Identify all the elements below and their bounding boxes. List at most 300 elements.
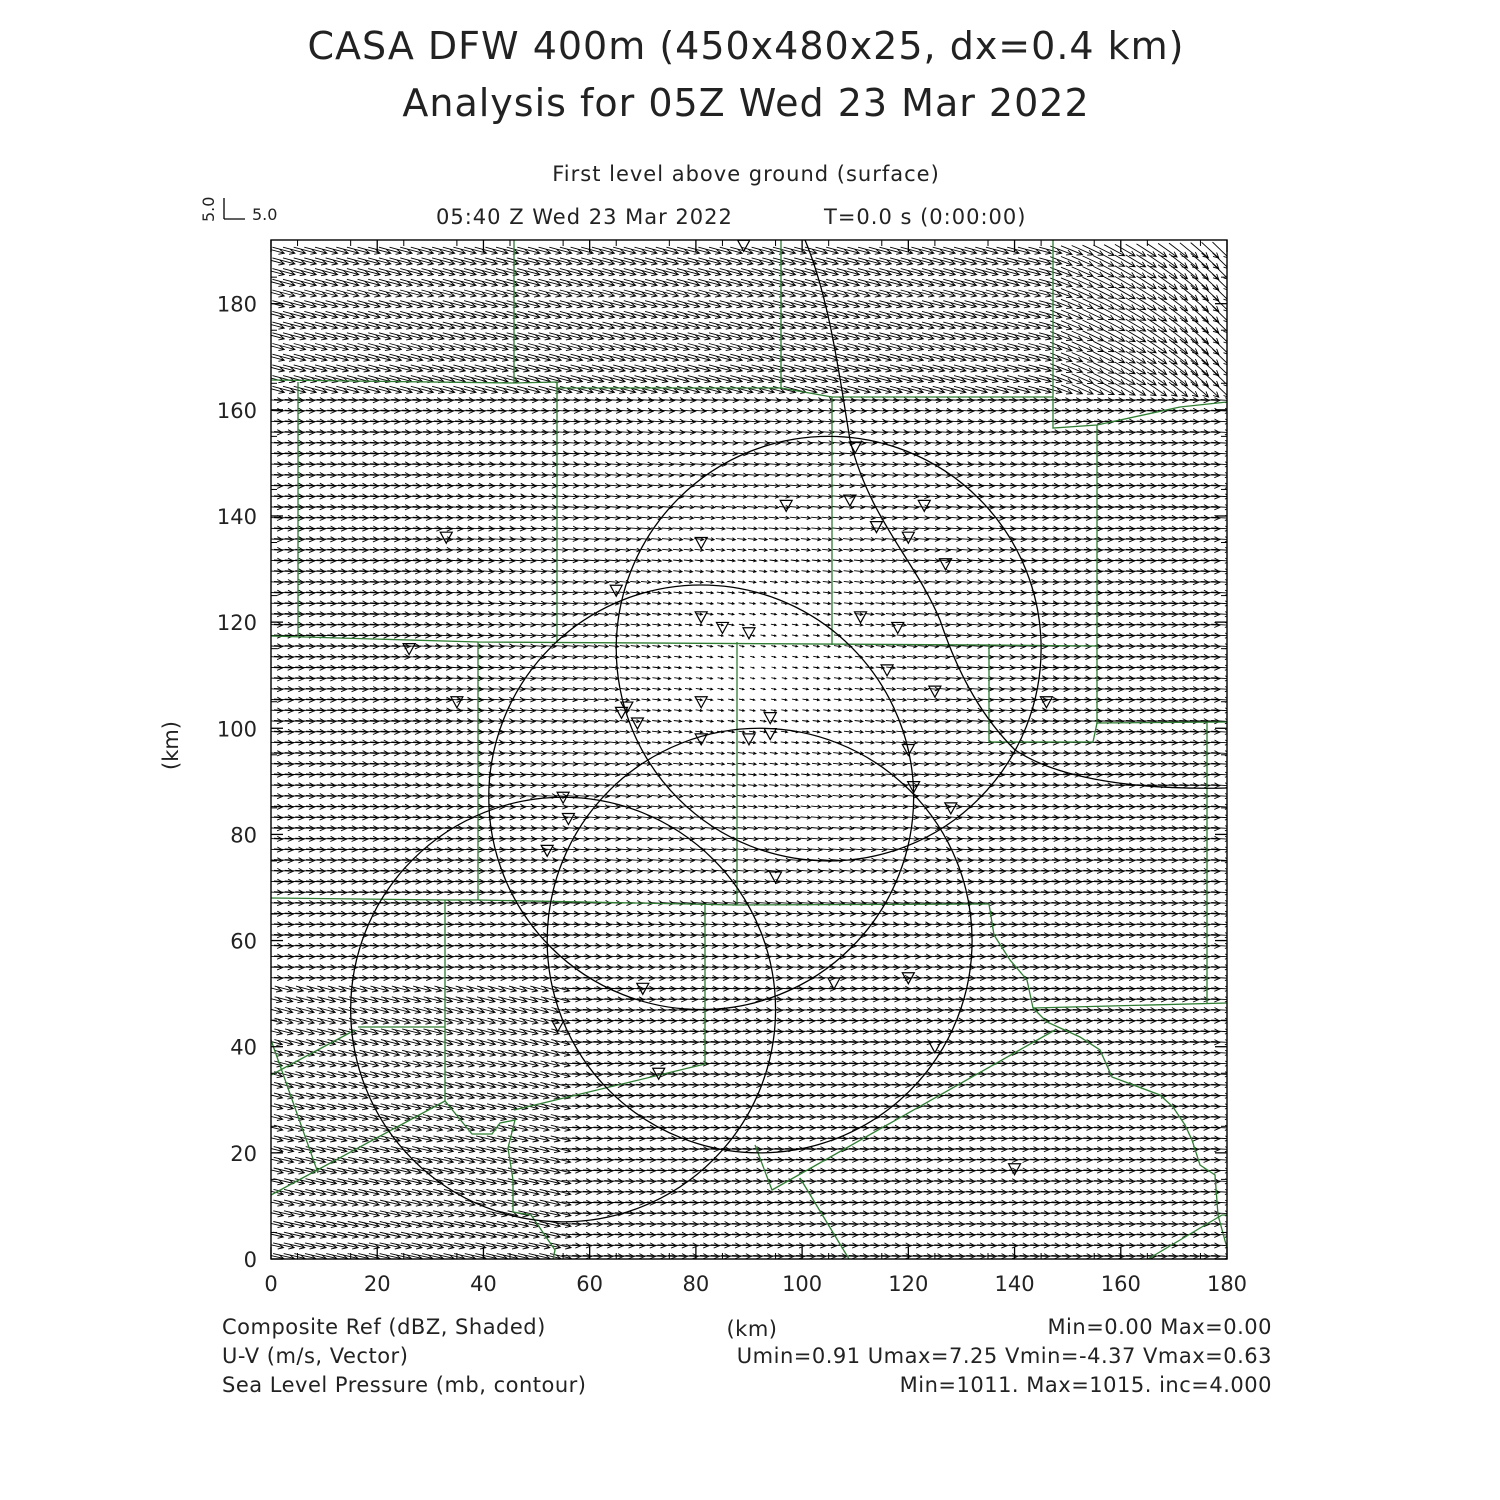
wind-vector — [695, 591, 703, 594]
wind-vector — [821, 869, 834, 873]
wind-vector — [748, 763, 756, 766]
wind-vector — [263, 1093, 282, 1099]
wind-vector — [810, 890, 823, 895]
wind-vector — [522, 687, 535, 692]
wind-vector — [587, 644, 598, 648]
wind-vector — [576, 666, 587, 670]
wind-vector — [576, 634, 587, 638]
wind-vector — [803, 688, 809, 690]
wind-vector — [792, 635, 798, 637]
wind-vector — [609, 719, 619, 723]
wind-vector — [729, 678, 734, 680]
wind-vector — [705, 805, 715, 808]
wind-vector — [630, 537, 641, 541]
wind-vector — [631, 645, 640, 648]
wind-vector — [263, 1147, 283, 1153]
wind-vector — [511, 612, 525, 617]
wind-vector — [650, 869, 663, 874]
wind-vector — [813, 645, 819, 647]
wind-vector — [801, 794, 810, 797]
wind-vector — [705, 784, 714, 787]
wind-vector — [791, 752, 799, 755]
wind-vector — [737, 538, 746, 541]
wind-vector — [704, 462, 716, 466]
wind-vector — [598, 719, 609, 723]
wind-vector — [609, 687, 619, 690]
wind-vector — [768, 473, 780, 477]
wind-vector — [767, 430, 780, 435]
wind-vector — [533, 580, 546, 585]
wind-vector — [791, 741, 798, 744]
wind-vector — [597, 815, 610, 819]
wind-vector — [792, 602, 799, 604]
wind-vector — [552, 997, 570, 1003]
wind-vector — [640, 805, 651, 809]
wind-vector — [650, 484, 662, 488]
wind-vector — [718, 677, 723, 679]
wind-vector — [684, 581, 692, 584]
wind-vector — [544, 730, 557, 734]
wind-vector — [718, 667, 723, 669]
wind-vector — [597, 837, 610, 842]
wind-vector — [586, 847, 600, 852]
wind-vector — [685, 634, 692, 636]
wind-vector — [263, 1104, 282, 1110]
wind-vector — [768, 462, 780, 466]
wind-vector — [809, 419, 823, 424]
wind-vector — [663, 602, 671, 605]
wind-vector — [264, 1082, 283, 1088]
wind-vector — [598, 559, 609, 563]
wind-vector — [629, 505, 641, 509]
wind-vector — [652, 698, 660, 701]
wind-vector — [747, 816, 757, 820]
wind-vector — [511, 558, 526, 563]
wind-vector — [565, 730, 577, 734]
wind-vector — [608, 570, 619, 574]
wind-vector — [598, 569, 609, 573]
wind-vector — [734, 922, 748, 927]
wind-vector — [596, 473, 610, 478]
time-label: 05:40 Z Wed 23 Mar 2022 — [436, 205, 733, 229]
wind-vector — [767, 911, 781, 916]
wind-vector — [631, 720, 640, 723]
wind-vector — [809, 933, 824, 938]
wind-vector — [642, 666, 650, 669]
wind-vector — [479, 654, 494, 659]
wind-vector — [500, 729, 514, 734]
wind-vectors — [262, 242, 1231, 1260]
wind-vector — [716, 784, 725, 787]
wind-vector — [694, 826, 705, 830]
wind-vector — [725, 858, 737, 862]
wind-vector — [555, 708, 567, 712]
wind-vector — [596, 868, 610, 873]
wind-vector — [479, 686, 494, 691]
wind-vector — [662, 527, 673, 531]
wind-vector — [652, 570, 661, 573]
wind-vector — [620, 634, 629, 637]
wind-vector — [587, 741, 598, 745]
wind-vector — [800, 505, 810, 509]
wind-vector — [672, 837, 684, 841]
wind-vector — [641, 730, 650, 733]
wind-vector — [262, 344, 285, 351]
wind-vector — [728, 720, 734, 722]
wind-vector — [674, 602, 682, 605]
wind-vector — [587, 773, 599, 777]
wind-vector — [597, 526, 609, 530]
wind-vector — [576, 687, 587, 691]
wind-vector — [489, 654, 504, 659]
wind-vector — [760, 613, 766, 615]
wind-vector — [778, 462, 790, 466]
wind-vector — [617, 419, 632, 424]
wind-vector — [587, 634, 598, 638]
wind-vector — [628, 419, 643, 424]
wind-vector — [716, 548, 725, 551]
wind-vector — [674, 688, 681, 691]
wind-vector — [638, 408, 653, 413]
wind-vector — [575, 516, 588, 521]
wind-vector — [684, 559, 693, 562]
wind-vector — [576, 591, 588, 595]
wind-vector — [479, 676, 494, 681]
wind-vector — [663, 720, 671, 723]
wind-vector — [631, 688, 640, 691]
wind-vector — [726, 527, 735, 530]
wind-vector — [717, 602, 724, 604]
wind-vector — [728, 645, 733, 647]
wind-vector — [671, 911, 685, 916]
wind-vector — [768, 484, 779, 488]
wind-vector — [738, 763, 746, 766]
wind-vector — [792, 645, 797, 647]
wind-vector — [663, 677, 671, 680]
wind-vector — [649, 408, 664, 413]
wind-vector — [738, 752, 745, 755]
wind-vector — [587, 751, 598, 755]
wind-vector — [607, 879, 621, 884]
wind-vector — [790, 505, 800, 509]
wind-vector — [803, 635, 809, 637]
wind-vector — [696, 667, 702, 669]
wind-vector — [685, 677, 692, 679]
wind-vector — [729, 656, 734, 658]
wind-vector — [684, 570, 693, 573]
wind-vector — [629, 858, 642, 863]
wind-vector — [780, 773, 788, 776]
wind-vector — [576, 741, 588, 745]
wind-vector — [692, 933, 707, 938]
wind-vector — [715, 837, 726, 841]
wind-vector — [566, 666, 577, 670]
wind-vector — [727, 741, 734, 744]
wind-vector — [596, 430, 611, 435]
wind-vector — [821, 837, 832, 841]
wind-vector — [770, 602, 776, 604]
wind-vector — [770, 763, 778, 766]
wind-vector — [696, 688, 702, 690]
wind-vector — [696, 645, 702, 647]
wind-vector — [727, 570, 735, 573]
wind-vector — [780, 570, 788, 573]
wind-vector — [746, 430, 759, 435]
wind-vector — [552, 1008, 570, 1014]
wind-vector — [263, 1136, 283, 1142]
wind-vector — [768, 848, 779, 852]
wind-vector — [811, 805, 821, 809]
wind-vector — [781, 731, 788, 733]
wind-vector — [738, 581, 745, 584]
wind-vector — [716, 559, 724, 562]
wind-vector — [587, 762, 599, 766]
wind-vector — [750, 656, 754, 657]
wind-vector — [544, 601, 557, 605]
wind-vector — [760, 720, 766, 722]
wind-vector — [619, 548, 630, 552]
wind-vector — [781, 741, 788, 743]
wind-vector — [707, 656, 713, 658]
wind-vector — [500, 590, 514, 595]
wind-vector — [779, 848, 790, 852]
wind-vector — [662, 816, 673, 820]
wind-vector — [555, 612, 567, 616]
wind-vector — [704, 837, 715, 841]
wind-vector — [813, 591, 820, 594]
wind-vector — [597, 548, 609, 552]
wind-vector — [597, 783, 609, 787]
wind-vector — [479, 622, 494, 627]
wind-vector — [768, 858, 780, 862]
wind-vector — [631, 666, 640, 669]
wind-vector — [759, 549, 767, 552]
wind-vector — [522, 655, 535, 660]
wind-vector — [685, 709, 692, 712]
wind-vector — [685, 613, 692, 616]
wind-vector — [728, 688, 733, 690]
wind-vector — [781, 581, 788, 584]
wind-vector — [670, 398, 685, 403]
wind-vector — [565, 601, 577, 605]
wind-vector — [674, 624, 681, 627]
wind-vector — [749, 581, 756, 584]
wind-vector — [263, 1222, 284, 1228]
wind-vector — [759, 570, 766, 573]
wind-vector — [790, 527, 800, 530]
wind-vector — [606, 430, 621, 435]
wind-vector — [649, 922, 664, 927]
wind-vector — [652, 720, 660, 723]
wind-vector — [620, 730, 630, 733]
wind-vector — [703, 890, 716, 895]
wind-vector — [811, 505, 822, 509]
wind-vector — [565, 740, 577, 744]
wind-vector — [555, 719, 567, 723]
wind-vector — [749, 613, 755, 615]
wind-vector — [489, 644, 504, 649]
wind-vector — [756, 911, 770, 916]
wind-vector — [660, 419, 674, 424]
wind-vector — [587, 602, 598, 606]
wind-vector — [812, 570, 820, 573]
wind-vector — [746, 869, 758, 873]
wind-vector — [663, 709, 671, 712]
wind-vector — [706, 731, 713, 734]
wind-vector — [598, 591, 609, 595]
wind-vector — [652, 677, 660, 680]
wind-vector — [748, 805, 758, 808]
wind-vector — [761, 667, 765, 668]
wind-vector — [727, 549, 736, 552]
wind-vector — [761, 635, 766, 637]
wind-vector — [707, 624, 713, 626]
wind-vector — [801, 527, 811, 530]
wind-vector — [715, 495, 726, 499]
wind-vector — [673, 784, 683, 787]
wind-vector — [262, 365, 285, 372]
wind-vector — [728, 699, 734, 701]
wind-vector — [811, 794, 821, 797]
wind-vector — [800, 848, 811, 852]
wind-vector — [706, 602, 713, 604]
wind-vector — [692, 890, 705, 895]
wind-vector — [543, 505, 557, 510]
wind-vector — [662, 794, 672, 798]
wind-vector — [674, 677, 681, 680]
wind-vector — [522, 580, 536, 585]
wind-vector — [707, 677, 713, 679]
wind-vector — [628, 911, 643, 916]
wind-vector — [620, 677, 629, 680]
wind-vector — [673, 527, 683, 531]
wind-vector — [683, 848, 695, 852]
wind-vector — [565, 591, 577, 595]
wind-vector — [790, 495, 801, 499]
wind-vector — [587, 687, 598, 691]
wind-vector — [262, 247, 285, 254]
wind-vector — [641, 570, 651, 573]
wind-vector — [789, 879, 802, 883]
wind-vector — [618, 473, 631, 478]
vector-key-u-label: 5.0 — [252, 205, 278, 224]
wind-vector — [652, 581, 661, 584]
wind-vector — [671, 879, 684, 884]
wind-vector — [800, 473, 812, 477]
wind-vector — [693, 837, 704, 841]
wind-vector — [738, 773, 746, 776]
wind-vector — [639, 430, 653, 435]
wind-vector — [522, 633, 535, 638]
wind-vector — [532, 548, 546, 553]
wind-vector — [673, 559, 682, 562]
wind-vector — [749, 720, 755, 722]
wind-vector — [789, 473, 801, 477]
wind-vector — [575, 494, 589, 499]
wind-vector — [791, 592, 798, 594]
wind-vector — [822, 773, 831, 776]
wind-vector — [620, 666, 629, 669]
wind-vector — [770, 752, 777, 755]
wind-vector — [489, 590, 504, 595]
wind-vector — [576, 762, 588, 766]
wind-vector — [642, 623, 651, 626]
wind-vector — [812, 763, 820, 766]
wind-vector — [813, 624, 820, 626]
wind-vector — [813, 677, 819, 679]
wind-vector — [576, 559, 588, 563]
wind-vector — [575, 473, 589, 478]
wind-vector — [736, 495, 747, 499]
wind-vector — [799, 890, 812, 895]
wind-vector — [750, 667, 754, 668]
wind-vector — [810, 848, 822, 852]
wind-vector — [652, 623, 660, 626]
wind-vector — [821, 826, 832, 830]
wind-vector — [642, 677, 650, 680]
wind-vector — [533, 730, 546, 735]
wind-vector — [750, 699, 755, 701]
wind-vector — [522, 569, 536, 574]
wind-vector — [609, 655, 619, 658]
wind-vector — [705, 816, 715, 820]
wind-vector — [619, 516, 631, 520]
wind-vector — [674, 730, 682, 733]
wind-vector — [619, 751, 629, 755]
wind-vector — [791, 559, 799, 562]
wind-vector — [780, 794, 789, 797]
wind-vector — [672, 505, 683, 509]
wind-vector — [782, 688, 787, 690]
wind-vector — [630, 527, 641, 531]
wind-vector — [781, 709, 787, 711]
wind-vector — [819, 933, 834, 938]
wind-vector — [788, 922, 803, 927]
wind-vector — [822, 816, 833, 820]
wind-vector — [748, 549, 756, 552]
wind-vector — [715, 516, 725, 520]
wind-vector — [587, 730, 598, 734]
wind-vector — [576, 698, 587, 702]
wind-vector — [780, 538, 789, 541]
wind-vector — [663, 624, 671, 627]
wind-vector — [769, 795, 778, 798]
wind-vector — [608, 773, 619, 777]
wind-vector — [760, 624, 765, 626]
wind-vector — [716, 805, 726, 808]
wind-vector — [792, 709, 798, 711]
wind-vector — [727, 538, 736, 541]
wind-vector — [554, 537, 567, 542]
wind-vector — [682, 473, 694, 477]
wind-vector — [812, 752, 820, 755]
wind-vector — [696, 677, 702, 679]
wind-vector — [628, 890, 642, 895]
wind-vector — [779, 805, 789, 808]
wind-vector — [661, 451, 674, 456]
wind-vector — [770, 581, 777, 584]
wind-vector — [639, 869, 652, 874]
wind-vector — [684, 548, 693, 551]
wind-vector — [642, 656, 650, 659]
wind-vector — [758, 837, 769, 841]
wind-vector — [620, 623, 630, 626]
wind-vector — [739, 720, 745, 722]
wind-vector — [608, 548, 619, 552]
wind-vector — [683, 816, 694, 820]
wind-vector — [779, 837, 790, 841]
wind-vector — [533, 644, 546, 648]
